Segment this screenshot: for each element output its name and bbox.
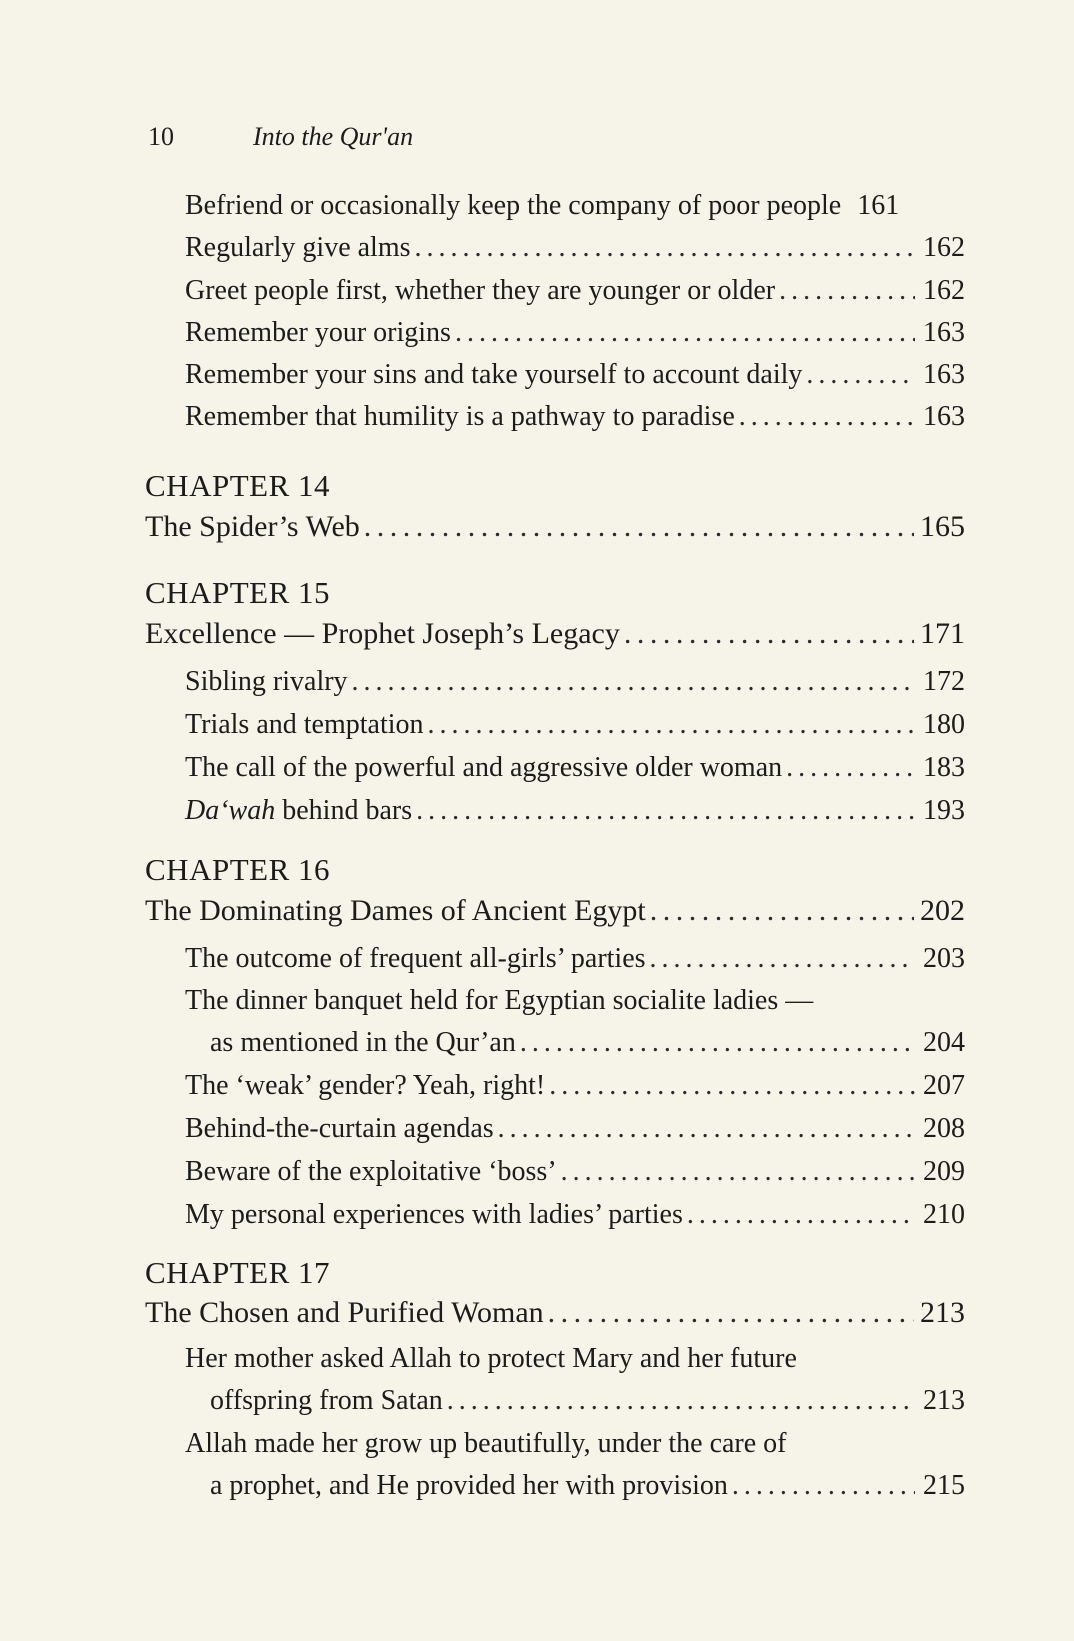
page-number: 10 bbox=[148, 122, 174, 151]
chapter-title: The Dominating Dames of Ancient Egypt bbox=[145, 894, 646, 927]
toc-entry[interactable] bbox=[210, 1027, 965, 1059]
leader-dots bbox=[650, 894, 914, 928]
toc-entry-page: 163 bbox=[923, 317, 965, 348]
toc-entry-label: Remember your origins bbox=[185, 317, 451, 348]
leader-dots bbox=[561, 1156, 915, 1188]
toc-entry[interactable] bbox=[185, 666, 965, 698]
toc-entry-page: 183 bbox=[923, 752, 965, 783]
toc-entry-page: 163 bbox=[923, 359, 965, 390]
chapter-title: The Spider’s Web bbox=[145, 510, 360, 543]
toc-entry[interactable] bbox=[185, 401, 965, 433]
chapter-heading: CHAPTER 14 bbox=[145, 468, 330, 503]
toc-entry-page: 165 bbox=[920, 510, 965, 543]
toc-entry-label: Remember that humility is a pathway to paradise bbox=[185, 401, 735, 432]
leader-dots bbox=[549, 1070, 915, 1102]
toc-entry-page: 162 bbox=[923, 232, 965, 263]
toc-entry-page: 207 bbox=[923, 1070, 965, 1101]
leader-dots bbox=[416, 795, 915, 827]
toc-entry-page: 209 bbox=[923, 1156, 965, 1187]
leader-dots bbox=[732, 1470, 915, 1502]
toc-entry[interactable] bbox=[185, 190, 965, 222]
toc-entry-label: Befriend or occasionally keep the company of poor people bbox=[185, 190, 842, 221]
toc-entry-page: 193 bbox=[923, 795, 965, 826]
toc-entry[interactable] bbox=[210, 1470, 965, 1502]
toc-entry[interactable] bbox=[185, 275, 965, 307]
toc-entry-page: 215 bbox=[923, 1470, 965, 1501]
toc-entry-page: 208 bbox=[923, 1113, 965, 1144]
toc-entry-label: Behind-the-curtain agendas bbox=[185, 1113, 494, 1144]
chapter-heading: CHAPTER 17 bbox=[145, 1255, 330, 1290]
toc-entry[interactable] bbox=[185, 1113, 965, 1145]
toc-entry[interactable] bbox=[210, 1385, 965, 1417]
leader-dots bbox=[520, 1027, 915, 1059]
leader-dots bbox=[779, 275, 915, 307]
toc-entry-page: 163 bbox=[923, 401, 965, 432]
leader-dots bbox=[650, 943, 915, 975]
toc-entry[interactable] bbox=[185, 1199, 965, 1231]
toc-entry[interactable] bbox=[185, 232, 965, 264]
toc-entry[interactable] bbox=[185, 317, 965, 349]
toc-chapter-title[interactable] bbox=[145, 1296, 965, 1330]
toc-entry-label-line1[interactable]: Allah made her grow up beautifully, under the care of bbox=[185, 1428, 787, 1459]
toc-entry[interactable] bbox=[185, 1070, 965, 1102]
leader-dots bbox=[687, 1199, 915, 1231]
toc-chapter-title[interactable] bbox=[145, 894, 965, 928]
toc-entry-page: 162 bbox=[923, 275, 965, 306]
toc-entry-label: Remember your sins and take yourself to account daily bbox=[185, 359, 803, 390]
chapter-heading: CHAPTER 16 bbox=[145, 852, 330, 887]
toc-entry-page: 213 bbox=[923, 1385, 965, 1416]
toc-entry-label-rest: behind bars bbox=[275, 795, 413, 826]
toc-entry-label: Trials and temptation bbox=[185, 709, 424, 740]
toc-entry-label: The outcome of frequent all-girls’ parties bbox=[185, 943, 646, 974]
toc-entry-page: 210 bbox=[923, 1199, 965, 1230]
leader-dots bbox=[455, 317, 915, 349]
toc-entry-label: My personal experiences with ladies’ parties bbox=[185, 1199, 683, 1230]
running-head bbox=[148, 122, 413, 152]
leader-dots bbox=[447, 1385, 915, 1417]
toc-entry-page: 161 bbox=[857, 190, 900, 221]
toc-entry[interactable] bbox=[185, 943, 965, 975]
leader-dots bbox=[428, 709, 915, 741]
toc-entry-page: 204 bbox=[923, 1027, 965, 1058]
leader-dots bbox=[548, 1296, 914, 1330]
toc-entry-label-line2: offspring from Satan bbox=[210, 1385, 443, 1416]
leader-dots bbox=[415, 232, 915, 264]
toc-entry-label: The call of the powerful and aggressive older woman bbox=[185, 752, 783, 783]
toc-entry[interactable] bbox=[185, 1156, 965, 1188]
toc-entry-label bbox=[185, 795, 412, 827]
leader-dots bbox=[739, 401, 915, 433]
toc-chapter-title[interactable] bbox=[145, 617, 965, 651]
toc-entry-label: Greet people first, whether they are younger or older bbox=[185, 275, 776, 306]
toc-entry-page: 172 bbox=[923, 666, 965, 697]
leader-dots bbox=[498, 1113, 915, 1145]
chapter-heading: CHAPTER 15 bbox=[145, 575, 330, 610]
toc-entry-page: 180 bbox=[923, 709, 965, 740]
toc-entry-page: 213 bbox=[920, 1296, 965, 1329]
toc-entry-page: 171 bbox=[920, 617, 965, 650]
book-title: Into the Qur'an bbox=[253, 122, 414, 151]
toc-entry-label: Beware of the exploitative ‘boss’ bbox=[185, 1156, 557, 1187]
leader-dots bbox=[364, 510, 914, 544]
toc-entry-label-line1[interactable]: Her mother asked Allah to protect Mary and her future bbox=[185, 1343, 797, 1374]
leader-dots bbox=[786, 752, 915, 784]
toc-entry-label: The ‘weak’ gender? Yeah, right! bbox=[185, 1070, 546, 1101]
toc-entry-label-italic: Da‘wah bbox=[185, 795, 276, 826]
leader-dots bbox=[352, 666, 915, 698]
toc-entry-page: 203 bbox=[923, 943, 965, 974]
toc-entry-label: Sibling rivalry bbox=[185, 666, 348, 697]
leader-dots bbox=[624, 617, 914, 651]
toc-entry[interactable] bbox=[185, 709, 965, 741]
toc-entry[interactable] bbox=[185, 795, 965, 827]
chapter-title: Excellence — Prophet Joseph’s Legacy bbox=[145, 617, 620, 650]
toc-entry-label-line2: as mentioned in the Qur’an bbox=[210, 1027, 516, 1058]
leader-dots bbox=[806, 359, 915, 391]
toc-entry[interactable] bbox=[185, 359, 965, 391]
toc-entry-label-line1[interactable]: The dinner banquet held for Egyptian socialite ladies — bbox=[185, 985, 814, 1016]
toc-entry-page: 202 bbox=[920, 894, 965, 927]
toc-entry-label-line2: a prophet, and He provided her with provision bbox=[210, 1470, 728, 1501]
chapter-title: The Chosen and Purified Woman bbox=[145, 1296, 544, 1329]
toc-entry-label: Regularly give alms bbox=[185, 232, 411, 263]
toc-entry[interactable] bbox=[185, 752, 965, 784]
toc-chapter-title[interactable] bbox=[145, 510, 965, 544]
